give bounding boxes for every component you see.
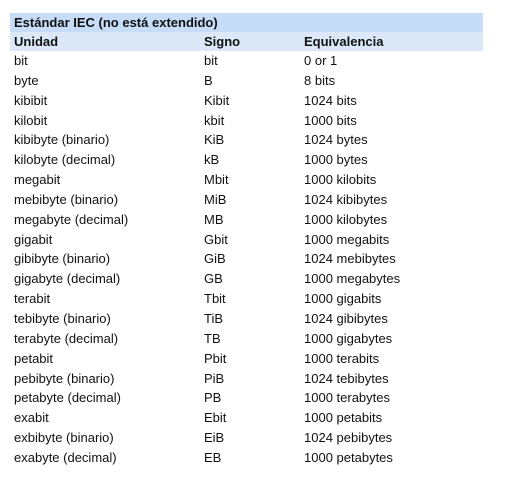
unit-equivalence: 1024 gibibytes bbox=[304, 310, 388, 326]
table-row bbox=[10, 91, 483, 111]
unit-symbol: MB bbox=[204, 211, 224, 227]
table-row bbox=[10, 329, 483, 349]
table-row bbox=[10, 448, 483, 468]
unit-equivalence: 1024 tebibytes bbox=[304, 370, 389, 386]
unit-symbol: kB bbox=[204, 152, 220, 168]
table-row bbox=[10, 111, 483, 131]
unit-name: megabyte (decimal) bbox=[14, 211, 129, 227]
table-row bbox=[10, 230, 483, 250]
table-row bbox=[10, 210, 483, 230]
table-row bbox=[10, 309, 483, 329]
unit-name: kibibit bbox=[14, 92, 48, 108]
unit-name: terabit bbox=[14, 291, 51, 307]
table-title: Estándar IEC (no está extendido) bbox=[10, 13, 483, 32]
unit-symbol: Kibit bbox=[204, 92, 230, 108]
unit-equivalence: 1000 bytes bbox=[304, 152, 368, 168]
table-row bbox=[10, 71, 483, 91]
unit-symbol: PB bbox=[204, 390, 222, 406]
unit-symbol: Tbit bbox=[204, 291, 226, 307]
table-row bbox=[10, 388, 483, 408]
unit-symbol: Ebit bbox=[204, 410, 227, 426]
unit-symbol: Mbit bbox=[204, 172, 229, 188]
unit-symbol: TiB bbox=[204, 310, 224, 326]
unit-equivalence: 1000 kilobytes bbox=[304, 211, 388, 227]
unit-symbol: EiB bbox=[204, 430, 225, 446]
unit-equivalence: 1000 terabytes bbox=[304, 390, 391, 406]
unit-equivalence: 1024 pebibytes bbox=[304, 430, 393, 446]
unit-symbol: bit bbox=[204, 53, 218, 68]
table-row bbox=[10, 249, 483, 269]
unit-equivalence: 1000 megabits bbox=[304, 231, 390, 247]
unit-equivalence: 1000 gigabits bbox=[304, 291, 382, 307]
unit-name: exabit bbox=[14, 410, 49, 426]
unit-equivalence: 1024 bits bbox=[304, 92, 357, 108]
unit-name: megabit bbox=[14, 172, 61, 188]
table-row bbox=[10, 130, 483, 150]
unit-symbol: Pbit bbox=[204, 350, 227, 366]
unit-name: gigabit bbox=[14, 231, 53, 247]
unit-name: kilobyte (decimal) bbox=[14, 152, 116, 168]
unit-symbol: GiB bbox=[204, 251, 226, 267]
unit-name: petabyte (decimal) bbox=[14, 390, 121, 406]
table-row bbox=[10, 369, 483, 389]
unit-equivalence: 1000 kilobits bbox=[304, 172, 377, 188]
header-equivalencia: Equivalencia bbox=[304, 34, 384, 49]
unit-name: gigabyte (decimal) bbox=[14, 271, 121, 287]
unit-equivalence: 1000 terabits bbox=[304, 350, 380, 366]
unit-equivalence: 0 or 1 bbox=[304, 53, 338, 68]
unit-equivalence: 1024 bytes bbox=[304, 132, 368, 148]
table-row bbox=[10, 51, 483, 71]
unit-name: terabyte (decimal) bbox=[14, 330, 119, 346]
table-row bbox=[10, 408, 483, 428]
unit-name: gibibyte (binario) bbox=[14, 251, 111, 267]
unit-symbol: GB bbox=[204, 271, 223, 287]
unit-equivalence: 1000 bits bbox=[304, 112, 357, 128]
table-header-row bbox=[10, 32, 483, 51]
table-row bbox=[10, 150, 483, 170]
unit-equivalence: 1000 petabits bbox=[304, 410, 383, 426]
unit-name: mebibyte (binario) bbox=[14, 191, 119, 207]
unit-name: tebibyte (binario) bbox=[14, 310, 111, 326]
unit-symbol: kbit bbox=[204, 112, 225, 128]
unit-equivalence: 1000 megabytes bbox=[304, 271, 401, 287]
unit-name: exabyte (decimal) bbox=[14, 449, 117, 465]
table-row bbox=[10, 190, 483, 210]
table-row bbox=[10, 269, 483, 289]
table-body bbox=[10, 51, 483, 468]
unit-name: pebibyte (binario) bbox=[14, 370, 115, 386]
unit-symbol: KiB bbox=[204, 132, 225, 148]
unit-symbol: B bbox=[204, 72, 213, 88]
unit-name: petabit bbox=[14, 350, 54, 366]
unit-symbol: MiB bbox=[204, 191, 227, 207]
unit-name: kibibyte (binario) bbox=[14, 132, 110, 148]
unit-equivalence: 1024 kibibytes bbox=[304, 191, 388, 207]
table-row bbox=[10, 289, 483, 309]
unit-equivalence: 1024 mebibytes bbox=[304, 251, 396, 267]
unit-name: bit bbox=[14, 53, 28, 68]
unit-name: kilobit bbox=[14, 112, 48, 128]
table-row bbox=[10, 349, 483, 369]
units-table bbox=[10, 13, 483, 468]
table-row bbox=[10, 428, 483, 448]
unit-symbol: TB bbox=[204, 330, 221, 346]
header-unidad: Unidad bbox=[14, 34, 59, 49]
table-row bbox=[10, 170, 483, 190]
unit-symbol: EB bbox=[204, 449, 222, 465]
unit-equivalence: 1000 gigabytes bbox=[304, 330, 393, 346]
unit-equivalence: 8 bits bbox=[304, 72, 336, 88]
unit-symbol: Gbit bbox=[204, 231, 228, 247]
unit-equivalence: 1000 petabytes bbox=[304, 449, 393, 465]
unit-name: byte bbox=[14, 72, 39, 88]
unit-name: exbibyte (binario) bbox=[14, 430, 114, 446]
header-signo: Signo bbox=[204, 34, 241, 49]
unit-symbol: PiB bbox=[204, 370, 225, 386]
